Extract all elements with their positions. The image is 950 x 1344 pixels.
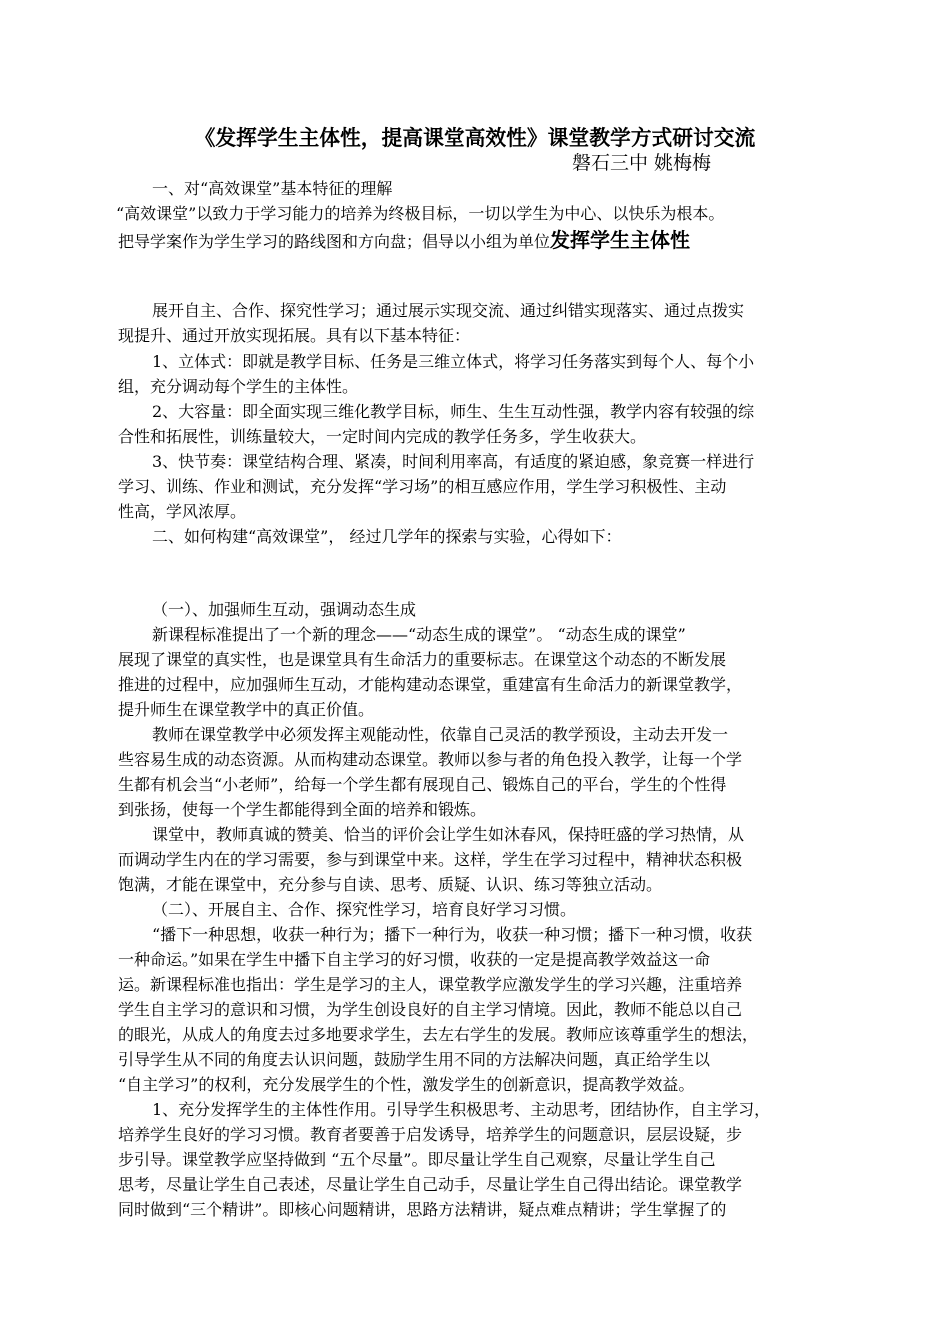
paragraph-line: 课堂中，教师真诚的赞美、恰当的评价会让学生如沐春风，保持旺盛的学习热情，从 [152,825,745,844]
paragraph-line: “高效课堂”以致力于学习能力的培养为终极目标，一切以学生为中心、以快乐为根本。 [116,204,725,223]
emphasis-text: 发挥学生主体性 [550,228,691,252]
paragraph-line: 合性和拓展性，训练量较大，一定时间内完成的教学任务多，学生收获大。 [118,427,647,446]
paragraph-line: “播下一种思想，收获一种行为；播下一种行为，收获一种习惯；播下一种习惯，收获 [152,925,753,944]
paragraph-line: 而调动学生内在的学习需要，参与到课堂中来。这样，学生在学习过程中，精神状态积极 [118,850,743,869]
paragraph-line: 饱满，才能在课堂中，充分参与自读、思考、质疑、认识、练习等独立活动。 [118,875,663,894]
subsection-heading-2: （二）、开展自主、合作、探究性学习，培育良好学习习惯。 [152,900,577,919]
paragraph-line: 的眼光，从成人的角度去过多地要求学生，去左右学生的发展。教师应该尊重学生的想法， [118,1025,759,1044]
paragraph-line: 新课程标准提出了一个新的理念——“动态生成的课堂”。 “动态生成的课堂” [152,625,686,644]
paragraph-line: 生都有机会当“小老师”，给每一个学生都有展现自己、锻炼自己的平台，学生的个性得 [118,775,727,794]
paragraph-line: 些容易生成的动态资源。从而构建动态课堂。教师以参与者的角色投入教学，让每一个学 [118,750,743,769]
paragraph-line: 同时做到“三个精讲”。即核心问题精讲，思路方法精讲，疑点难点精讲；学生掌握了的 [118,1200,727,1219]
list-item-line: 1、立体式：即就是教学目标、任务是三维立体式，将学习任务落实到每个人、每个小 [152,352,755,371]
paragraph-line: 推进的过程中，应加强师生互动，才能构建动态课堂，重建富有生命活力的新课堂教学， [118,675,743,694]
paragraph-line: 学生自主学习的意识和习惯，为学生创设良好的自主学习情境。因此，教师不能总以自己 [118,1000,743,1019]
paragraph-line: 一种命运。”如果在学生中播下自主学习的好习惯，收获的一定是提高教学效益这一命 [118,950,711,969]
list-item-line: 1、充分发挥学生的主体性作用。引导学生积极思考、主动思考，团结协作，自主学习， [152,1100,771,1119]
paragraph-line: 培养学生良好的学习习惯。教育者要善于启发诱导，培养学生的问题意识，层层设疑，步 [118,1125,743,1144]
paragraph-line: 学习、训练、作业和测试，充分发挥“学习场”的相互感应作用，学生学习积极性、主动 [118,477,727,496]
paragraph-line: 现提升、通过开放实现拓展。具有以下基本特征： [118,326,471,345]
paragraph-line: 组，充分调动每个学生的主体性。 [118,377,359,396]
paragraph-line: 引导学生从不同的角度去认识问题，鼓励学生用不同的方法解决问题，真正给学生以 [118,1050,711,1069]
list-item-line: 2、大容量：即全面实现三维化教学目标，师生、生生互动性强，教学内容有较强的综 [152,402,755,421]
paragraph-line: 思考，尽量让学生自己表述，尽量让学生自己动手，尽量让学生自己得出结论。课堂教学 [118,1175,743,1194]
document-title: 《发挥学生主体性，提高课堂高效性》课堂教学方式研讨交流 [194,125,756,150]
paragraph-line: 展开自主、合作、探究性学习；通过展示实现交流、通过纠错实现落实、通过点拨实 [152,301,745,320]
paragraph-line: 到张扬，使每一个学生都能得到全面的培养和锻炼。 [118,800,487,819]
section-heading-1: 一、对“高效课堂”基本特征的理解 [152,179,393,198]
paragraph-line: “自主学习”的权利，充分发展学生的个性，激发学生的创新意识，提高教学效益。 [118,1075,695,1094]
subsection-heading-1: （一）、加强师生互动，强调动态生成 [152,600,417,619]
paragraph-line [118,227,690,255]
paragraph-line: 运。新课程标准也指出：学生是学习的主人，课堂教学应激发学生的学习兴趣，注重培养 [118,975,743,994]
paragraph-line: 提升师生在课堂教学中的真正价值。 [118,700,375,719]
paragraph-line: 展现了课堂的真实性，也是课堂具有生命活力的重要标志。在课堂这个动态的不断发展 [118,650,727,669]
author-line: 磐石三中 姚梅梅 [572,152,712,174]
paragraph-line: 性高，学风浓厚。 [118,502,247,521]
paragraph-line: 步引导。课堂教学应坚持做到 “五个尽量”。即尽量让学生自己观察，尽量让学生自己 [118,1150,716,1169]
list-item-line: 3、快节奏：课堂结构合理、紧凑，时间利用率高，有适度的紧迫感，象竞赛一样进行 [152,452,755,471]
paragraph-text: 把导学案作为学生学习的路线图和方向盘；倡导以小组为单位 [118,232,551,251]
paragraph-line: 教师在课堂教学中必须发挥主观能动性，依靠自己灵活的教学预设，主动去开发一 [152,725,729,744]
section-heading-2: 二、如何构建“高效课堂”， 经过几学年的探索与实验，心得如下： [152,527,622,546]
